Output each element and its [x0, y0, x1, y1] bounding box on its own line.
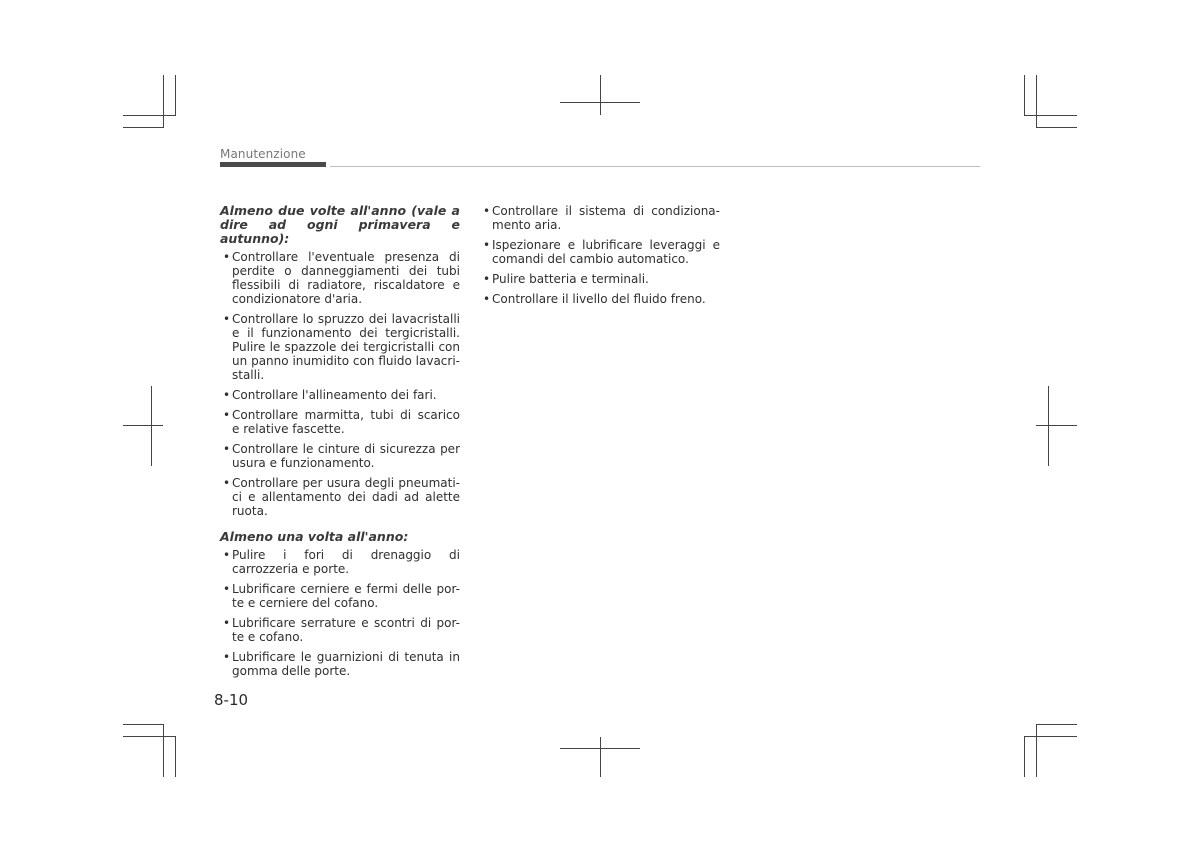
list-item-text: Pulire batteria e terminali.	[492, 272, 649, 286]
list-item	[220, 650, 460, 678]
header-accent-bar	[220, 162, 326, 167]
list-item	[220, 250, 460, 306]
section-title: Manutenzione	[220, 147, 306, 161]
bullet: •	[223, 250, 231, 264]
list-item	[220, 388, 460, 402]
list-item-text: Controllare lo spruzzo dei lavacristalli e il funzionamento dei tergicristalli. Pulire le spazzole dei tergicristalli con un panno inumidito con fluido lavacri-stalli.	[232, 312, 460, 382]
list-right-column	[480, 204, 720, 306]
left-column	[220, 204, 460, 684]
list-twice-a-year	[220, 250, 460, 518]
list-item	[220, 616, 460, 644]
list-item	[480, 204, 720, 232]
list-item	[220, 312, 460, 382]
bullet: •	[483, 238, 491, 252]
list-item	[480, 238, 720, 266]
list-item-text: Controllare marmitta, tubi di scarico e relative fascette.	[232, 408, 460, 436]
list-item	[480, 292, 720, 306]
list-item-text: Ispezionare e lubrificare leveraggi e comandi del cambio automatico.	[492, 238, 720, 266]
bullet: •	[223, 650, 231, 664]
list-item-text: Controllare per usura degli pneumati-ci e allentamento dei dadi ad alette ruota.	[232, 476, 460, 518]
list-item-text: Pulire i fori di drenaggio di carrozzeria e porte.	[232, 548, 460, 576]
list-item-text: Controllare il livello del fluido freno.	[492, 292, 706, 306]
list-item	[220, 476, 460, 518]
list-item-text: Lubrificare cerniere e fermi delle por-te e cerniere del cofano.	[232, 582, 460, 610]
bullet: •	[223, 442, 231, 456]
bullet: •	[223, 388, 231, 402]
list-item-text: Controllare l'allineamento dei fari.	[232, 388, 437, 402]
bullet: •	[483, 272, 491, 286]
bullet: •	[223, 616, 231, 630]
bullet: •	[483, 204, 491, 218]
list-item-text: Lubrificare serrature e scontri di por-te e cofano.	[232, 616, 460, 644]
list-item-text: Controllare il sistema di condiziona-mento aria.	[492, 204, 720, 232]
header-rule	[330, 166, 980, 167]
list-item-text: Lubrificare le guarnizioni di tenuta in gomma delle porte.	[232, 650, 460, 678]
heading-twice-a-year: Almeno due volte all'anno (vale a dire ad ogni primavera e autunno):	[220, 203, 460, 246]
list-once-a-year	[220, 548, 460, 678]
list-item	[220, 548, 460, 576]
page-number: 8-10	[214, 691, 249, 709]
list-item	[220, 442, 460, 470]
bullet: •	[483, 292, 491, 306]
bullet: •	[223, 548, 231, 562]
list-item	[220, 582, 460, 610]
bullet: •	[223, 476, 231, 490]
heading-once-a-year: Almeno una volta all'anno:	[220, 529, 409, 544]
bullet: •	[223, 582, 231, 596]
right-column	[480, 204, 720, 312]
list-item	[220, 408, 460, 436]
list-item-text: Controllare le cinture di sicurezza per usura e funzionamento.	[232, 442, 460, 470]
list-item	[480, 272, 720, 286]
list-item-text: Controllare l'eventuale presenza di perdite o danneggiamenti dei tubi flessibili di radiatore, riscaldatore e condizionatore d'aria.	[232, 250, 460, 306]
bullet: •	[223, 312, 231, 326]
bullet: •	[223, 408, 231, 422]
